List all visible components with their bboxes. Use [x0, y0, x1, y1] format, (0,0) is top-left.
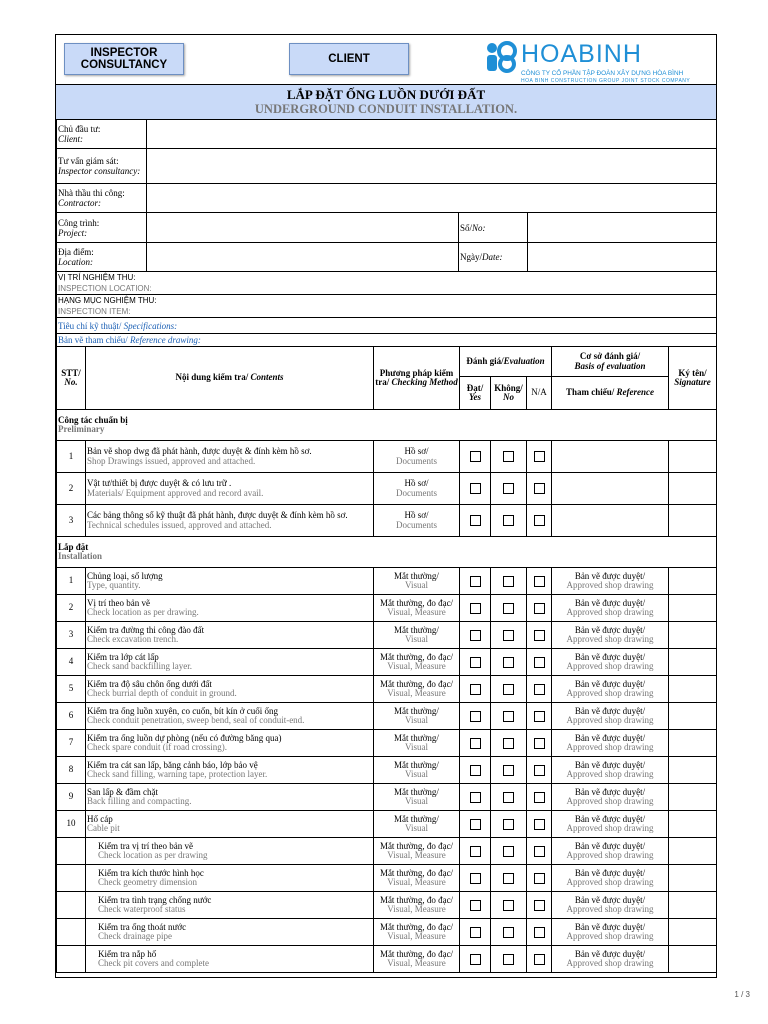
table-row	[57, 595, 717, 622]
na-checkbox[interactable]	[534, 603, 545, 614]
row-signature[interactable]	[669, 919, 717, 946]
no-checkbox[interactable]	[503, 483, 514, 494]
yes-checkbox[interactable]	[470, 657, 481, 668]
row-signature[interactable]	[669, 730, 717, 757]
row-number	[57, 919, 86, 946]
na-checkbox[interactable]	[534, 451, 545, 462]
row-method: Mắt thường/ Visual	[374, 730, 460, 757]
yes-checkbox[interactable]	[470, 738, 481, 749]
row-method: Mắt thường/ Visual	[374, 703, 460, 730]
inspector-consultancy-button[interactable]	[64, 43, 184, 75]
row-signature[interactable]	[669, 838, 717, 865]
hoabinh-logo	[481, 38, 717, 84]
location-label-cell: Địa điểm: Location:	[57, 243, 147, 272]
col-basis-header: Cơ sở đánh giá/ Basis of evaluation	[552, 347, 669, 377]
logo-mark-icon	[483, 40, 521, 74]
client-label: CLIENT	[328, 53, 370, 65]
col-yes-header: Đạt/ Yes	[460, 377, 491, 410]
col-na-header: N/A	[527, 377, 552, 410]
no-checkbox[interactable]	[503, 711, 514, 722]
row-content: Hố cáp Cable pit	[86, 811, 374, 838]
table-row	[57, 649, 717, 676]
row-signature[interactable]	[669, 892, 717, 919]
logo-subtitle-en: HOA BINH CONSTRUCTION GROUP JOINT STOCK COMPANY	[521, 78, 691, 84]
client-button[interactable]	[289, 43, 409, 75]
row-signature[interactable]	[669, 946, 717, 973]
col-content-header: Nội dung kiểm tra/ Contents	[86, 347, 374, 410]
col-no-header: Không/ No	[491, 377, 527, 410]
yes-checkbox[interactable]	[470, 792, 481, 803]
na-checkbox[interactable]	[534, 873, 545, 884]
row-number: 6	[57, 703, 86, 730]
table-row	[57, 811, 717, 838]
col-reference-header: Tham chiếu/ Reference	[552, 377, 669, 410]
row-number: 9	[57, 784, 86, 811]
row-signature[interactable]	[669, 441, 717, 473]
na-checkbox[interactable]	[534, 954, 545, 965]
row-reference: Bản vẽ được duyệt/ Approved shop drawing	[552, 919, 669, 946]
row-content: Kiểm tra lớp cát lấp Check sand backfilling layer.	[86, 649, 374, 676]
yes-checkbox[interactable]	[470, 684, 481, 695]
row-signature[interactable]	[669, 757, 717, 784]
na-checkbox[interactable]	[534, 576, 545, 587]
table-row	[57, 865, 717, 892]
yes-checkbox[interactable]	[470, 630, 481, 641]
info-table	[56, 119, 717, 347]
row-content: Kiểm tra tình trạng chống nước Check waterproof status	[86, 892, 374, 919]
form-frame	[55, 34, 717, 978]
table-row	[57, 784, 717, 811]
no-field[interactable]	[528, 213, 717, 243]
row-method: Hồ sơ/ Documents	[374, 505, 460, 537]
row-reference	[552, 505, 669, 537]
no-checkbox[interactable]	[503, 576, 514, 587]
row-reference: Bản vẽ được duyệt/ Approved shop drawing	[552, 730, 669, 757]
row-content: Các bảng thông số kỹ thuật đã phát hành, được duyệt & đính kèm hồ sơ. Technical schedules issued, approved and attached.	[86, 505, 374, 537]
na-checkbox[interactable]	[534, 927, 545, 938]
row-signature[interactable]	[669, 622, 717, 649]
row-method: Mắt thường, đo đạc/ Visual, Measure	[374, 946, 460, 973]
table-row	[57, 505, 717, 537]
row-number: 4	[57, 649, 86, 676]
row-reference: Bản vẽ được duyệt/ Approved shop drawing	[552, 838, 669, 865]
row-signature[interactable]	[669, 595, 717, 622]
section-preliminary: Công tác chuẩn bị Preliminary	[57, 410, 717, 441]
location-field[interactable]	[147, 243, 459, 272]
yes-checkbox[interactable]	[470, 483, 481, 494]
row-signature[interactable]	[669, 676, 717, 703]
no-checkbox[interactable]	[503, 792, 514, 803]
row-signature[interactable]	[669, 703, 717, 730]
no-checkbox[interactable]	[503, 738, 514, 749]
row-reference: Bản vẽ được duyệt/ Approved shop drawing	[552, 622, 669, 649]
yes-checkbox[interactable]	[470, 603, 481, 614]
row-signature[interactable]	[669, 784, 717, 811]
row-method: Mắt thường/ Visual	[374, 757, 460, 784]
logo-subtitle-vi: CÔNG TY CỔ PHẦN TẬP ĐOÀN XÂY DỰNG HÒA BÌNH	[521, 70, 684, 77]
yes-checkbox[interactable]	[470, 819, 481, 830]
no-checkbox[interactable]	[503, 630, 514, 641]
no-label-cell: Số/No:	[459, 213, 528, 243]
na-checkbox[interactable]	[534, 630, 545, 641]
row-number: 1	[57, 568, 86, 595]
row-method: Hồ sơ/ Documents	[374, 473, 460, 505]
inspection-item-row[interactable]: HẠNG MỤC NGHIỆM THU: INSPECTION ITEM:	[57, 295, 717, 318]
date-label-cell: Ngày/Date:	[459, 243, 528, 272]
row-signature[interactable]	[669, 811, 717, 838]
row-content: Kiểm tra độ sâu chôn ống dưới đất Check burrial depth of conduit in ground.	[86, 676, 374, 703]
yes-checkbox[interactable]	[470, 711, 481, 722]
section-installation: Lắp đặt Installation	[57, 537, 717, 568]
table-row	[57, 892, 717, 919]
yes-checkbox[interactable]	[470, 954, 481, 965]
row-number: 3	[57, 505, 86, 537]
na-checkbox[interactable]	[534, 657, 545, 668]
yes-checkbox[interactable]	[470, 873, 481, 884]
row-method: Mắt thường, đo đạc/ Visual, Measure	[374, 649, 460, 676]
inspection-location-row[interactable]: VỊ TRÍ NGHIỆM THU: INSPECTION LOCATION:	[57, 272, 717, 295]
row-reference: Bản vẽ được duyệt/ Approved shop drawing	[552, 946, 669, 973]
na-checkbox[interactable]	[534, 846, 545, 857]
col-signature-header: Ký tên/ Signature	[669, 347, 717, 410]
title-vi: LẮP ĐẶT ỐNG LUỒN DƯỚI ĐẤT	[286, 87, 486, 102]
no-checkbox[interactable]	[503, 846, 514, 857]
client-label-cell: Chủ đầu tư: Client:	[57, 120, 147, 149]
row-signature[interactable]	[669, 505, 717, 537]
yes-checkbox[interactable]	[470, 451, 481, 462]
row-method: Mắt thường, đo đạc/ Visual, Measure	[374, 838, 460, 865]
row-method: Mắt thường/ Visual	[374, 811, 460, 838]
row-method: Mắt thường/ Visual	[374, 622, 460, 649]
row-content: Kiểm tra ống luồn dự phòng (nếu có đường băng qua) Check spare conduit (if road crossing).	[86, 730, 374, 757]
row-number	[57, 892, 86, 919]
no-checkbox[interactable]	[503, 603, 514, 614]
no-checkbox[interactable]	[503, 657, 514, 668]
row-reference: Bản vẽ được duyệt/ Approved shop drawing	[552, 757, 669, 784]
project-label-cell: Công trình: Project:	[57, 213, 147, 243]
yes-checkbox[interactable]	[470, 515, 481, 526]
no-checkbox[interactable]	[503, 684, 514, 695]
row-reference: Bản vẽ được duyệt/ Approved shop drawing	[552, 784, 669, 811]
table-row	[57, 473, 717, 505]
inspector-label: INSPECTOR CONSULTANCY	[80, 47, 168, 71]
table-row	[57, 946, 717, 973]
row-content: Kiểm tra kích thước hình học Check geometry dimension	[86, 865, 374, 892]
row-number: 10	[57, 811, 86, 838]
row-content: Chủng loại, số lượng Type, quantity.	[86, 568, 374, 595]
no-checkbox[interactable]	[503, 873, 514, 884]
contractor-label-cell: Nhà thầu thi công: Contractor:	[57, 184, 147, 213]
row-reference: Bản vẽ được duyệt/ Approved shop drawing	[552, 676, 669, 703]
yes-checkbox[interactable]	[470, 846, 481, 857]
row-content: Kiểm tra cát san lấp, băng cảnh báo, lớp bảo vệ Check sand filling, warning tape, protection layer.	[86, 757, 374, 784]
na-checkbox[interactable]	[534, 765, 545, 776]
row-number: 2	[57, 595, 86, 622]
row-number: 5	[57, 676, 86, 703]
row-reference	[552, 473, 669, 505]
row-method: Mắt thường, đo đạc/ Visual, Measure	[374, 865, 460, 892]
row-content: Bản vẽ shop dwg đã phát hành, được duyệt & đính kèm hồ sơ. Shop Drawings issued, approved and attached.	[86, 441, 374, 473]
table-row	[57, 568, 717, 595]
no-checkbox[interactable]	[503, 819, 514, 830]
table-row	[57, 919, 717, 946]
row-number: 8	[57, 757, 86, 784]
row-method: Mắt thường, đo đạc/ Visual, Measure	[374, 595, 460, 622]
contractor-field[interactable]	[147, 184, 717, 213]
page-number: 1 / 3	[734, 990, 750, 999]
no-checkbox[interactable]	[503, 900, 514, 911]
reference-drawing-row[interactable]: Bản vẽ tham chiếu/ Reference drawing:	[57, 334, 717, 347]
row-reference: Bản vẽ được duyệt/ Approved shop drawing	[552, 811, 669, 838]
row-number: 3	[57, 622, 86, 649]
table-row	[57, 622, 717, 649]
row-method: Mắt thường/ Visual	[374, 568, 460, 595]
title-en: UNDERGROUND CONDUIT INSTALLATION.	[254, 102, 518, 116]
na-checkbox[interactable]	[534, 711, 545, 722]
row-number: 7	[57, 730, 86, 757]
na-checkbox[interactable]	[534, 900, 545, 911]
row-reference: Bản vẽ được duyệt/ Approved shop drawing	[552, 703, 669, 730]
na-checkbox[interactable]	[534, 738, 545, 749]
row-signature[interactable]	[669, 865, 717, 892]
logo-name: HOABINH	[521, 40, 642, 68]
row-content: Kiểm tra ống thoát nước Check drainage pipe	[86, 919, 374, 946]
col-stt-header: STT/ No.	[57, 347, 86, 410]
date-field[interactable]	[528, 243, 717, 272]
row-content: Kiểm tra đường thi công đào đất Check excavation trench.	[86, 622, 374, 649]
row-reference	[552, 441, 669, 473]
yes-checkbox[interactable]	[470, 927, 481, 938]
row-content: Kiểm tra nắp hố Check pit covers and complete	[86, 946, 374, 973]
specifications-row[interactable]: Tiêu chí kỹ thuật/ Specifications:	[57, 318, 717, 334]
row-number: 2	[57, 473, 86, 505]
row-reference: Bản vẽ được duyệt/ Approved shop drawing	[552, 865, 669, 892]
na-checkbox[interactable]	[534, 483, 545, 494]
no-checkbox[interactable]	[503, 954, 514, 965]
checklist-table	[56, 346, 717, 973]
row-method: Mắt thường, đo đạc/ Visual, Measure	[374, 676, 460, 703]
row-content: Kiểm tra vị trí theo bản vẽ Check location as per drawing	[86, 838, 374, 865]
row-content: San lấp & đầm chặt Back filling and compacting.	[86, 784, 374, 811]
row-content: Vật tư/thiết bị được duyệt & có lưu trữ . Materials/ Equipment approved and record avail.	[86, 473, 374, 505]
row-reference: Bản vẽ được duyệt/ Approved shop drawing	[552, 595, 669, 622]
na-checkbox[interactable]	[534, 684, 545, 695]
client-field[interactable]	[147, 120, 717, 149]
row-signature[interactable]	[669, 649, 717, 676]
no-checkbox[interactable]	[503, 451, 514, 462]
na-checkbox[interactable]	[534, 819, 545, 830]
row-content: Kiểm tra ống luồn xuyên, co cuốn, bít kín ở cuối ống Check conduit penetration, sweep bend, seal of conduit-end.	[86, 703, 374, 730]
row-signature[interactable]	[669, 473, 717, 505]
yes-checkbox[interactable]	[470, 900, 481, 911]
na-checkbox[interactable]	[534, 792, 545, 803]
table-row	[57, 730, 717, 757]
na-checkbox[interactable]	[534, 515, 545, 526]
row-method: Mắt thường, đo đạc/ Visual, Measure	[374, 919, 460, 946]
table-row	[57, 676, 717, 703]
project-field[interactable]	[147, 213, 459, 243]
no-checkbox[interactable]	[503, 927, 514, 938]
row-method: Mắt thường/ Visual	[374, 784, 460, 811]
no-checkbox[interactable]	[503, 515, 514, 526]
col-method-header: Phương pháp kiểm tra/ Checking Method	[374, 347, 460, 410]
row-reference: Bản vẽ được duyệt/ Approved shop drawing	[552, 568, 669, 595]
yes-checkbox[interactable]	[470, 765, 481, 776]
row-content: Vị trí theo bản vẽ Check location as per drawing.	[86, 595, 374, 622]
row-number: 1	[57, 441, 86, 473]
row-reference: Bản vẽ được duyệt/ Approved shop drawing	[552, 892, 669, 919]
yes-checkbox[interactable]	[470, 576, 481, 587]
row-signature[interactable]	[669, 568, 717, 595]
table-row	[57, 703, 717, 730]
table-row	[57, 441, 717, 473]
title-band	[56, 84, 716, 120]
row-number	[57, 865, 86, 892]
row-number	[57, 946, 86, 973]
table-row	[57, 757, 717, 784]
no-checkbox[interactable]	[503, 765, 514, 776]
inspector-field[interactable]	[147, 149, 717, 184]
col-evaluation-header: Đánh giá/Evaluation	[460, 347, 552, 377]
row-reference: Bản vẽ được duyệt/ Approved shop drawing	[552, 649, 669, 676]
row-method: Mắt thường, đo đạc/ Visual, Measure	[374, 892, 460, 919]
row-number	[57, 838, 86, 865]
row-method: Hồ sơ/ Documents	[374, 441, 460, 473]
table-row	[57, 838, 717, 865]
inspector-label-cell: Tư vấn giám sát: Inspector consultancy:	[57, 149, 147, 184]
